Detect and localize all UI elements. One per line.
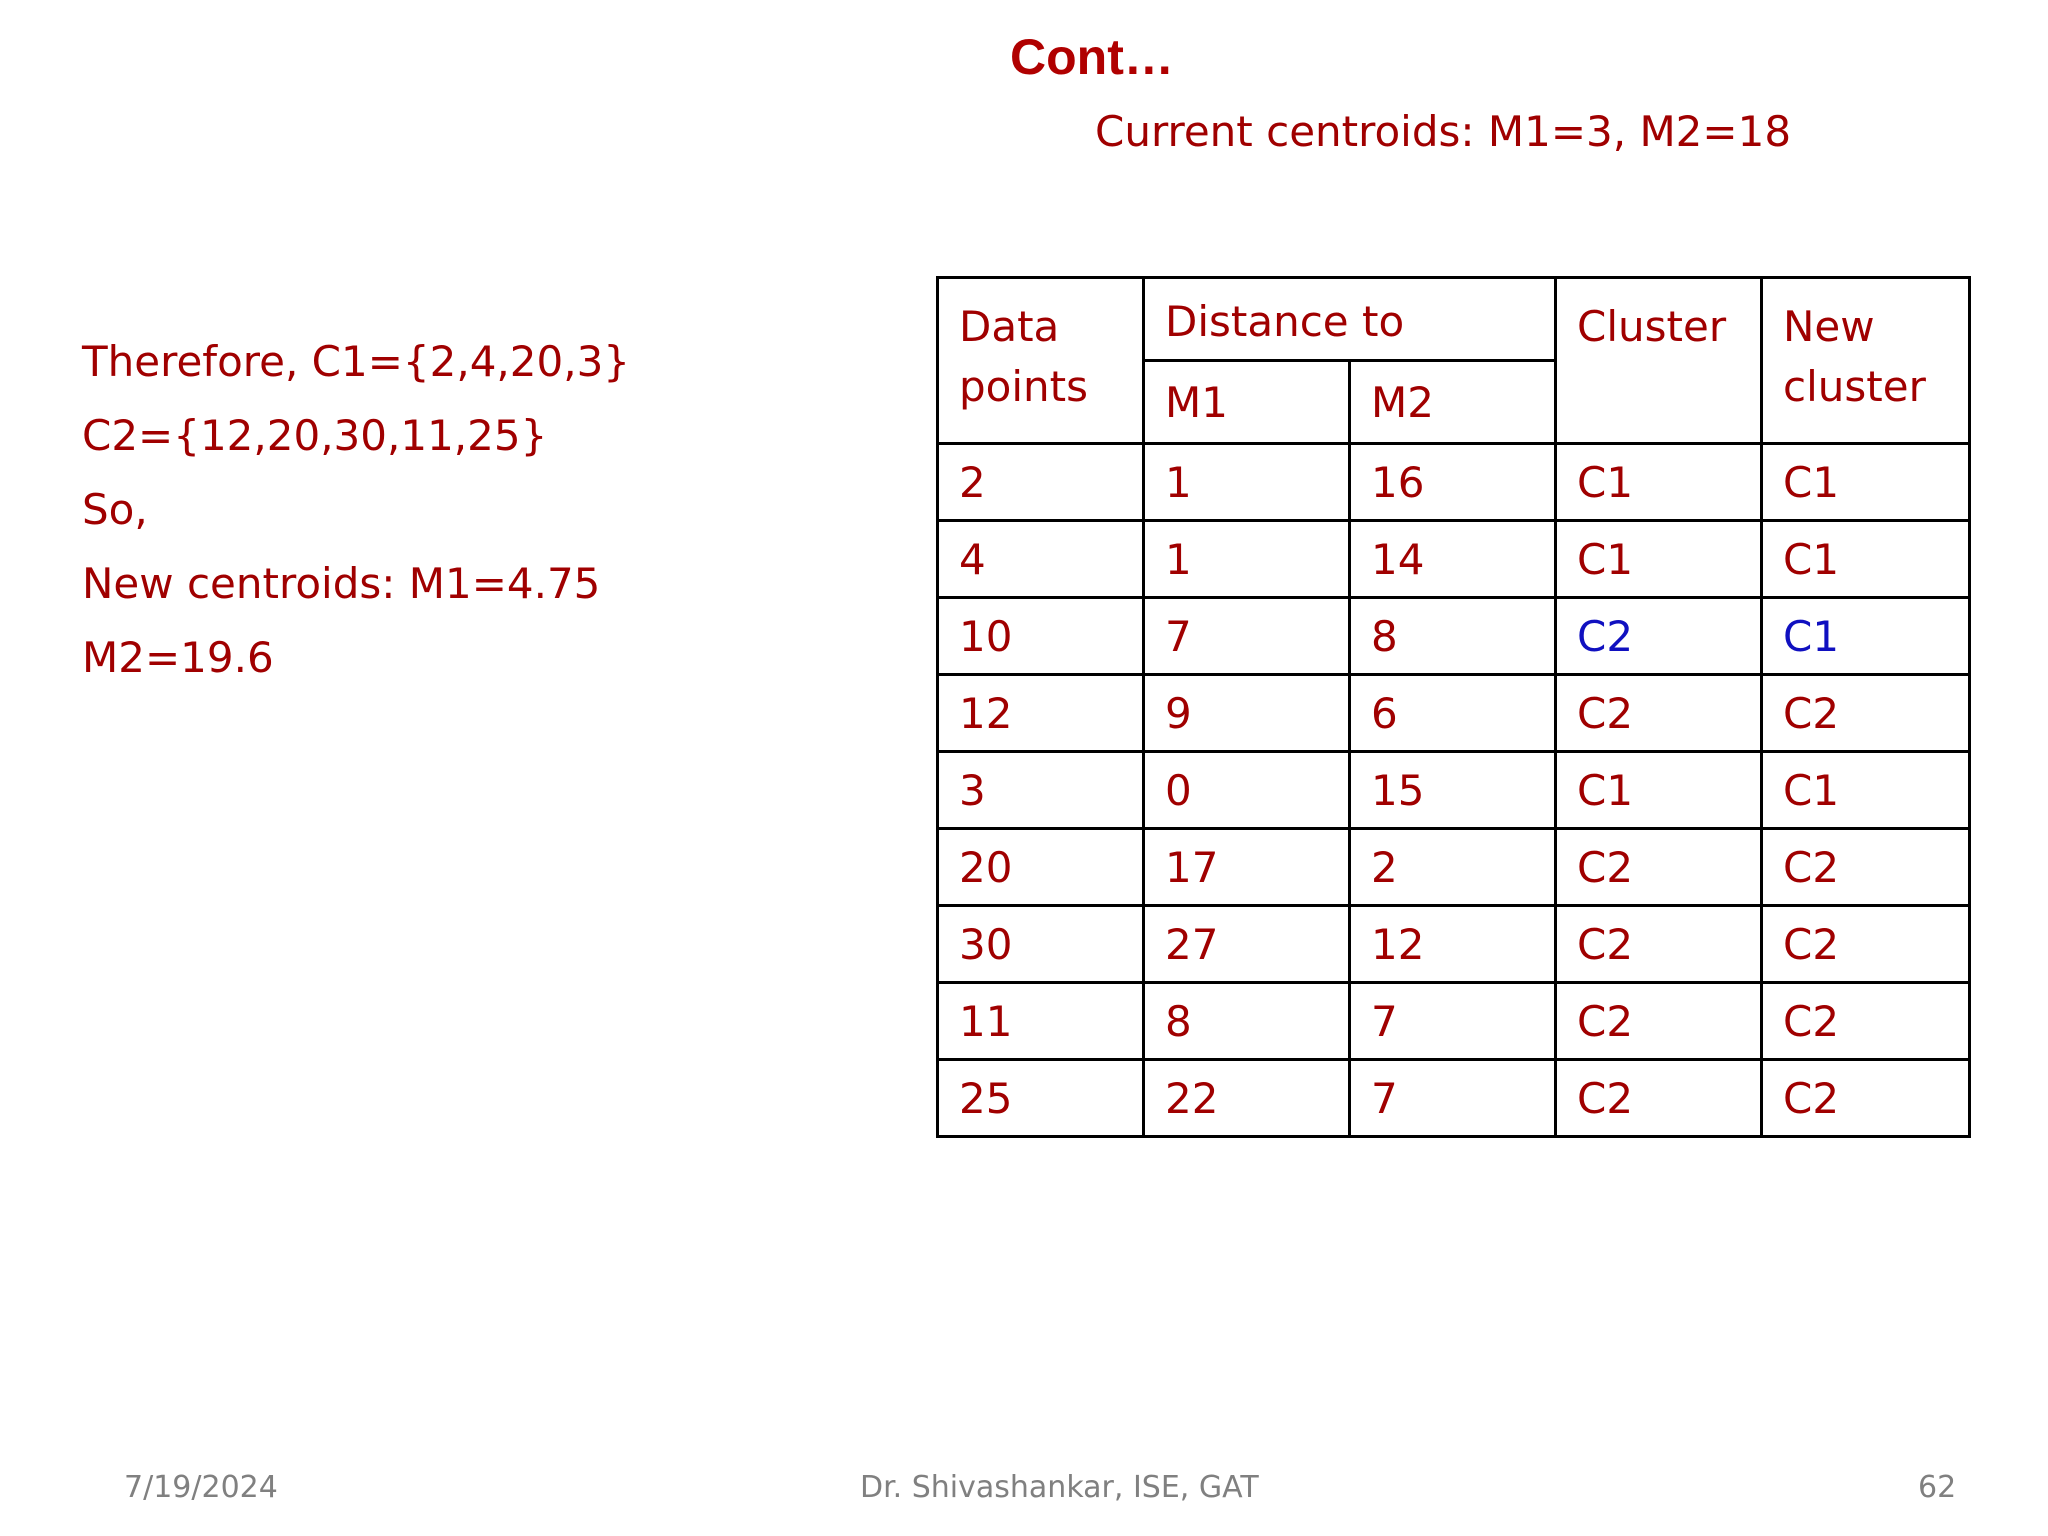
header-data-points: Data points	[938, 278, 1144, 444]
cell-data-point: 30	[938, 906, 1144, 983]
result-notes	[82, 325, 630, 695]
table-row	[938, 906, 1970, 983]
cell-cluster: C2	[1556, 675, 1762, 752]
cell-distance-m1: 22	[1144, 1060, 1350, 1137]
cell-data-point: 2	[938, 444, 1144, 521]
cell-distance-m1: 27	[1144, 906, 1350, 983]
cell-distance-m2: 16	[1350, 444, 1556, 521]
footer-author: Dr. Shivashankar, ISE, GAT	[860, 1470, 1259, 1505]
table-row	[938, 598, 1970, 675]
cell-cluster: C2	[1556, 906, 1762, 983]
table-header-row	[938, 278, 1970, 361]
cell-distance-m2: 14	[1350, 521, 1556, 598]
cell-cluster: C2	[1556, 829, 1762, 906]
result-line-new-m2: M2=19.6	[82, 633, 274, 682]
table-row	[938, 675, 1970, 752]
cell-data-point: 12	[938, 675, 1144, 752]
cell-new-cluster: C2	[1762, 1060, 1970, 1137]
cell-new-cluster: C2	[1762, 983, 1970, 1060]
result-line-new-m1: New centroids: M1=4.75	[82, 559, 601, 608]
cell-distance-m1: 7	[1144, 598, 1350, 675]
distance-table	[936, 276, 1971, 1138]
cell-new-cluster: C2	[1762, 906, 1970, 983]
table-row	[938, 444, 1970, 521]
cell-distance-m1: 1	[1144, 521, 1350, 598]
cell-cluster: C2	[1556, 598, 1762, 675]
cell-distance-m2: 15	[1350, 752, 1556, 829]
cell-new-cluster: C2	[1762, 675, 1970, 752]
cell-data-point: 11	[938, 983, 1144, 1060]
cell-distance-m1: 17	[1144, 829, 1350, 906]
header-m1: M1	[1144, 361, 1350, 444]
cell-distance-m1: 9	[1144, 675, 1350, 752]
header-distance-to: Distance to	[1144, 278, 1556, 361]
footer-date: 7/19/2024	[124, 1470, 278, 1505]
header-m2: M2	[1350, 361, 1556, 444]
cell-new-cluster: C1	[1762, 521, 1970, 598]
cell-data-point: 20	[938, 829, 1144, 906]
cell-distance-m1: 8	[1144, 983, 1350, 1060]
cell-distance-m2: 2	[1350, 829, 1556, 906]
current-centroids-text: Current centroids: M1=3, M2=18	[1095, 107, 1792, 156]
cell-distance-m2: 6	[1350, 675, 1556, 752]
header-new-cluster: New cluster	[1762, 278, 1970, 444]
slide-title: Cont…	[1010, 29, 1174, 85]
result-line-c2: C2={12,20,30,11,25}	[82, 411, 548, 460]
result-line-so: So,	[82, 485, 148, 534]
cell-cluster: C1	[1556, 752, 1762, 829]
table-row	[938, 521, 1970, 598]
cell-distance-m1: 1	[1144, 444, 1350, 521]
cell-distance-m2: 8	[1350, 598, 1556, 675]
cell-cluster: C2	[1556, 1060, 1762, 1137]
cell-data-point: 10	[938, 598, 1144, 675]
cell-distance-m2: 7	[1350, 983, 1556, 1060]
cell-data-point: 25	[938, 1060, 1144, 1137]
cell-cluster: C2	[1556, 983, 1762, 1060]
table-row	[938, 752, 1970, 829]
cell-distance-m2: 7	[1350, 1060, 1556, 1137]
cell-distance-m1: 0	[1144, 752, 1350, 829]
result-line-c1: Therefore, C1={2,4,20,3}	[82, 337, 631, 386]
header-cluster: Cluster	[1556, 278, 1762, 444]
cell-data-point: 3	[938, 752, 1144, 829]
cell-data-point: 4	[938, 521, 1144, 598]
cell-new-cluster: C1	[1762, 598, 1970, 675]
cell-cluster: C1	[1556, 444, 1762, 521]
table-row	[938, 829, 1970, 906]
cell-cluster: C1	[1556, 521, 1762, 598]
footer-page-number: 62	[1918, 1470, 1957, 1505]
cell-distance-m2: 12	[1350, 906, 1556, 983]
cell-new-cluster: C1	[1762, 444, 1970, 521]
cell-new-cluster: C2	[1762, 829, 1970, 906]
table-row	[938, 983, 1970, 1060]
table-row	[938, 1060, 1970, 1137]
cell-new-cluster: C1	[1762, 752, 1970, 829]
